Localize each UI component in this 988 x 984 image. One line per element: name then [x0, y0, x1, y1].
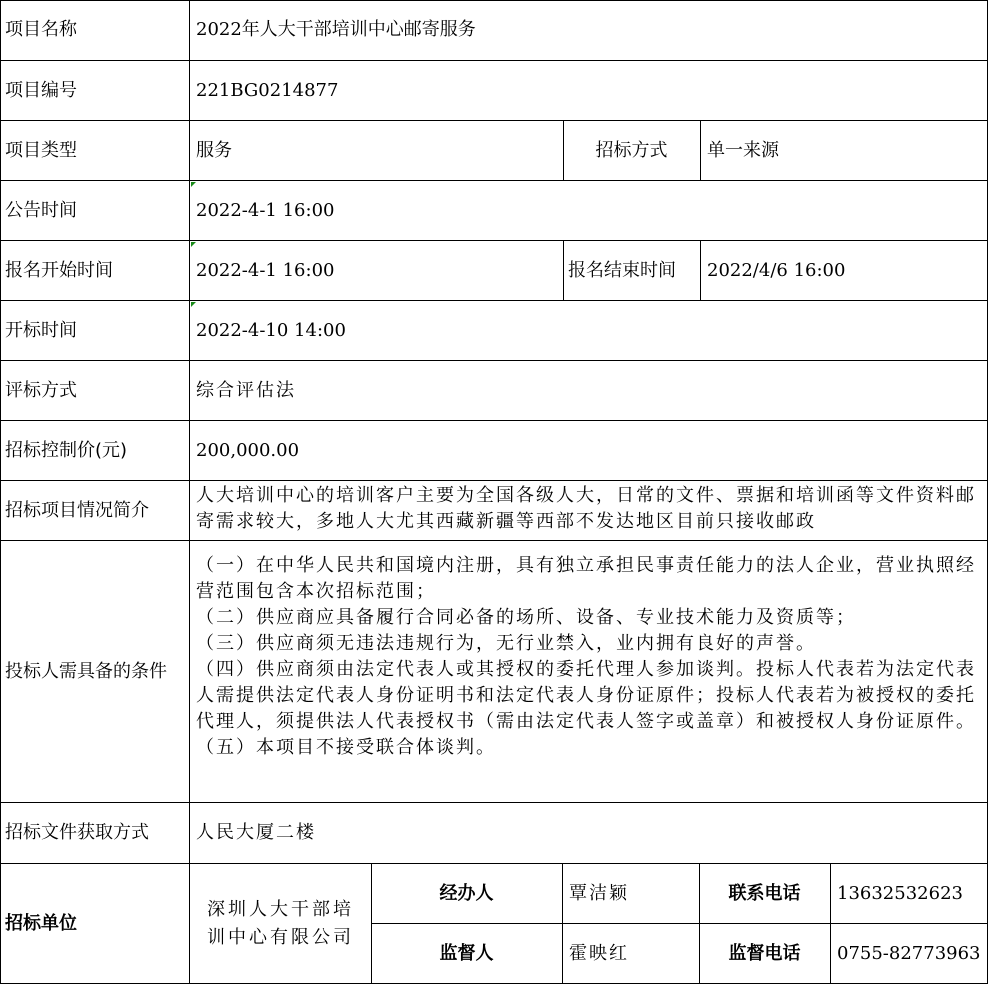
condition-3: （三）供应商须无违法违规行为，无行业禁入，业内拥有良好的声誉。 — [196, 633, 816, 654]
condition-4: （四）供应商须由法定代表人或其授权的委托代理人参加谈判。投标人代表若为法定代表人需提供法定代表人身份证明书和法定代表人身份证原件；投标人代表若为被授权的委托代理人，须提供法人代表授权书（需由法定代表人签字或盖章）和被授权人身份证原件。 — [196, 659, 976, 732]
value-contact-phone: 13632532623 — [831, 864, 988, 924]
condition-2: （二）供应商应具备履行合同必备的场所、设备、专业技术能力及资质等； — [196, 607, 856, 628]
value-summary — [190, 481, 988, 541]
summary-text: 人大培训中心的培训客户主要为全国各级人大，日常的文件、票据和培训函等文件资料邮寄需求较大，多地人大尤其西藏新疆等西部不发达地区目前只接收邮政 — [196, 485, 976, 532]
value-handler: 覃洁颖 — [563, 864, 700, 924]
value-eval-method: 综合评估法 — [190, 361, 988, 421]
value-notice-time: 2022-4-1 16:00 — [190, 181, 988, 241]
value-project-name: 2022年人大干部培训中心邮寄服务 — [190, 0, 988, 61]
label-project-name: 项目名称 — [0, 0, 190, 61]
label-reg-start: 报名开始时间 — [0, 241, 190, 301]
cell-marker — [191, 182, 196, 187]
cell-marker — [191, 302, 196, 307]
value-project-type: 服务 — [190, 121, 564, 181]
label-reg-end: 报名结束时间 — [564, 241, 701, 301]
label-handler: 经办人 — [372, 864, 563, 924]
label-control-price: 招标控制价(元) — [0, 421, 190, 481]
value-doc-access: 人民大厦二楼 — [190, 803, 988, 864]
condition-5: （五）本项目不接受联合体谈判。 — [196, 737, 496, 758]
value-open-time: 2022-4-10 14:00 — [190, 301, 988, 361]
value-supervisor: 霍映红 — [563, 924, 700, 984]
value-reg-start: 2022-4-1 16:00 — [190, 241, 564, 301]
label-contact-phone: 联系电话 — [700, 864, 831, 924]
label-doc-access: 招标文件获取方式 — [0, 803, 190, 864]
unit-text: 深圳人大干部培训中心有限公司 — [207, 898, 354, 948]
label-bid-method: 招标方式 — [564, 121, 701, 181]
label-notice-time: 公告时间 — [0, 181, 190, 241]
value-reg-end: 2022/4/6 16:00 — [701, 241, 988, 301]
label-summary: 招标项目情况简介 — [0, 481, 190, 541]
value-project-no: 221BG0214877 — [190, 61, 988, 121]
value-bid-method: 单一来源 — [701, 121, 988, 181]
label-unit: 招标单位 — [0, 864, 190, 984]
value-unit — [190, 864, 372, 984]
label-supervise-phone: 监督电话 — [700, 924, 831, 984]
value-control-price: 200,000.00 — [190, 421, 988, 481]
condition-1: （一）在中华人民共和国境内注册，具有独立承担民事责任能力的法人企业，营业执照经营范围包含本次招标范围； — [196, 555, 976, 602]
cell-marker — [191, 242, 196, 247]
label-open-time: 开标时间 — [0, 301, 190, 361]
value-supervise-phone: 0755-82773963 — [831, 924, 988, 984]
label-project-type: 项目类型 — [0, 121, 190, 181]
label-project-no: 项目编号 — [0, 61, 190, 121]
label-supervisor: 监督人 — [372, 924, 563, 984]
label-eval-method: 评标方式 — [0, 361, 190, 421]
value-conditions — [190, 541, 988, 803]
label-conditions: 投标人需具备的条件 — [0, 541, 190, 803]
